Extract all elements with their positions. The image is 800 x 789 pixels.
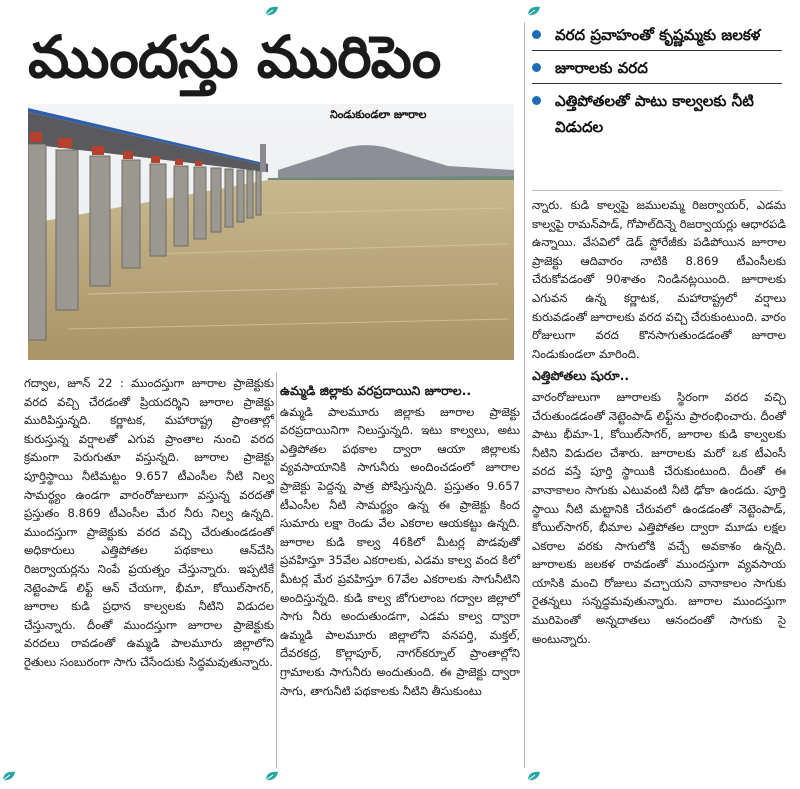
section-subhead: ఎత్తిపోతలు షురూ.. xyxy=(532,368,630,384)
highlight-text: జూరాలకు వరద xyxy=(555,59,648,77)
leaf-ornament-icon xyxy=(526,5,542,17)
column-divider xyxy=(276,372,277,768)
section-subhead: ఉమ్మడి జిల్లాకు వరప్రదాయిని జూరాల.. xyxy=(280,383,472,398)
bullet-icon xyxy=(532,96,541,105)
leaf-ornament-icon xyxy=(1,770,17,782)
leaf-ornament-icon xyxy=(526,770,542,782)
article-paragraph: వారంరోజులుగా జూరాలకు స్థిరంగా వరద వచ్చి చేరుతుండడంతో నెట్టెంపాడ్ లిఫ్ట్‌ను ప్రారంభించారు. దీంతో పాటు భీమా-1, కోయిల్‌సాగర్, జూరాల కుడి కాల్వలకు నీటిని విడుదల చేశారు. జూరాలకు మరో ఒక టీఎంసీ వరద వస్తే పూర్తి స్థాయికి చేరుకుంటుంది. దీంతో ఈ వానాకాలం సాగుకు ఎటువంటి నీటి ఢోకా ఉండదు. పూర్తి స్థాయి నీటి మట్టానికి చేరువలో ఉండడంతో నెట్టెంపాడ్, కోయిల్‌సాగర్, భీమాల ఎత్తిపోతల ద్వారా మూడు లక్షల ఎకరాల వరకు సాగులోకి వచ్చే అవకాశం ఉన్నది. జూరాలకు జలకళ రావడంతో ముందస్తుగా వ్యవసాయ యాసికి మంచి రోజులు వచ్చాయని వానాకాలం సాగుకు రైతన్నలు సన్నద్ధమవుతున్నారు. జూరాల ముందస్తుగా మురిపెంతో అన్నదాతలు ఆనందంతో సాగుకు సై అంటున్నారు. xyxy=(532,389,786,646)
section-divider xyxy=(532,190,782,191)
photo-caption: నిండుకుండలా జూరాల xyxy=(330,108,427,121)
column-divider xyxy=(524,22,525,768)
article-column-1 xyxy=(24,374,274,672)
highlight-item xyxy=(532,88,782,140)
leaf-ornament-icon xyxy=(264,5,280,17)
highlights-box xyxy=(532,22,782,140)
highlight-item xyxy=(532,22,782,48)
article-paragraph: న్నారు. కుడి కాల్వపై జములమ్మ రిజర్వాయర్, ఎడమ కాల్వపై రామన్‌పాడ్, గోపాల్‌దిన్నె రిజర్వాయర్లు ఆధారపడి ఉన్నాయి. వేసవిలో డెడ్ స్టోరేజీకు పడిపోయిన జూరాల ప్రాజెక్టు ఆదివారం నాటికి 8.869 టీఎంసీలకు చేరుకోవడంతో 90శాతం నిండినట్లయింది. జూరాలకు ఎగువన ఉన్న కర్ణాటక, మహారాష్ట్రలో వర్షాలు కురువడంతో జూరాలకు వరద వచ్చి చేరుకుంటుంది. వారం రోజులుగా వరద కొనసాగుతుండడంతో జూరాల నిండుకుండలా మారింది. xyxy=(532,198,786,361)
highlight-text: వరద ప్రవాహంతో కృష్ణమ్మకు జలకళ xyxy=(555,26,761,44)
divider xyxy=(532,83,782,84)
page-headline: ముందస్తు మురిపెం xyxy=(28,23,441,91)
highlight-item xyxy=(532,55,782,81)
bullet-icon xyxy=(532,63,541,72)
article-paragraph: గద్వాల, జూన్ 22 : ముందస్తుగా జూరాల ప్రాజెక్టుకు వరద వచ్చి చేరడంతో ప్రియదర్శిని జూరాల ప్రాజెక్టు మురిపిస్తున్నది. కర్ణాటక, మహారాష్ట్ర ప్రాంతాల్లో కురుస్తున్న వర్షాలతో ఎగువ ప్రాంతాల నుంచి వరద క్రమంగా పెరుగుతూ వస్తున్నది. జూరాల ప్రాజెక్టు పూర్తిస్థాయి నీటిమట్టం 9.657 టీఎంసీల నీటి నిల్వ సామర్థ్యం ఉండగా వారంరోజులుగా వస్తున్న వరదతో ప్రస్తుతం 8.869 టీఎంసీల మేర నీరు నిల్వ ఉన్నది. ముందస్తుగా ప్రాజెక్టుకు వరద వచ్చి చేరుతుండడంతో అధికారులు ఎత్తిపోతల పథకాలు ఆన్‌చేసి రిజర్వాయర్లను నింపే ప్రయత్నం చేస్తున్నారు. ఇప్పటికే నెట్టెంపాడ్ లిఫ్ట్ ఆన్ చేయగా, భీమా, కోయిల్‌సాగర్, జూరాల కుడి ప్రధాన కాల్వలకు నీటిని విడుదల చేస్తున్నారు. దీంతో ముందస్తుగా జూరాల ప్రాజెక్టుకు వరదలు రావడంతో ఉమ్మడి పాలమూరు జిల్లాలోని రైతులు సంబురంగా సాగు చేసేందుకు సిద్ధమవుతున్నారు. xyxy=(24,376,274,669)
article-column-2 xyxy=(280,378,520,700)
leaf-ornament-icon xyxy=(264,770,280,782)
article-column-3 xyxy=(532,196,786,648)
article-paragraph: ఉమ్మడి పాలమూరు జిల్లాకు జూరాల ప్రాజెక్టు వరప్రదాయినిగా నిలుస్తున్నది. ఇటు కాల్వలు, అటు ఎత్తిపోతల పథకాల ద్వారా ఆయా జిల్లాలకు వ్యవసాయానికి సాగునీరు అందించడంలో జూరాల ప్రాజెక్టు పెద్దన్న పాత్ర పోషిస్తున్నది. ప్రస్తుతం 9.657 టీఎంసీల నీటి సామర్థ్యం ఉన్న ఈ ప్రాజెక్టు కింద సుమారు లక్షా రెండు వేల ఎకరాల ఆయకట్టు ఉన్నది. జూరాల కుడి కాల్వ 46కిలో మీటర్ల పొడవుతో ప్రవహిస్తూ 35వేల ఎకరాలకు, ఎడమ కాల్వ వంద కిలో మీటర్ల మేర ప్రవహిస్తూ 67వేల ఎకరాలకు సాగునీటిని అందిస్తున్నది. కుడి కాల్వ జోగులాంబ గద్వాల జిల్లాలో సాగు నీరు అందుతుండగా, ఎడమ కాల్వ ద్వారా ఉమ్మడి పాలమూరు జిల్లాలోని వనపర్తి, మక్తల్, దేవరకద్ర, కొల్లాపూర్, నాగర్‌కర్నూల్ ప్రాంతాల్లోని గ్రామాలకు సాగునీరు అందుతుంది. ఈ ప్రాజెక్టు ద్వారా సాగు, తాగునీటి పథకాలకు నీటిని తీసుకుంటు xyxy=(280,404,520,698)
divider xyxy=(532,50,782,51)
dam-photo xyxy=(28,104,514,360)
highlight-text: ఎత్తిపోతలతో పాటు కాల్వలకు నీటి విడుదల xyxy=(555,92,754,136)
bullet-icon xyxy=(532,30,541,39)
